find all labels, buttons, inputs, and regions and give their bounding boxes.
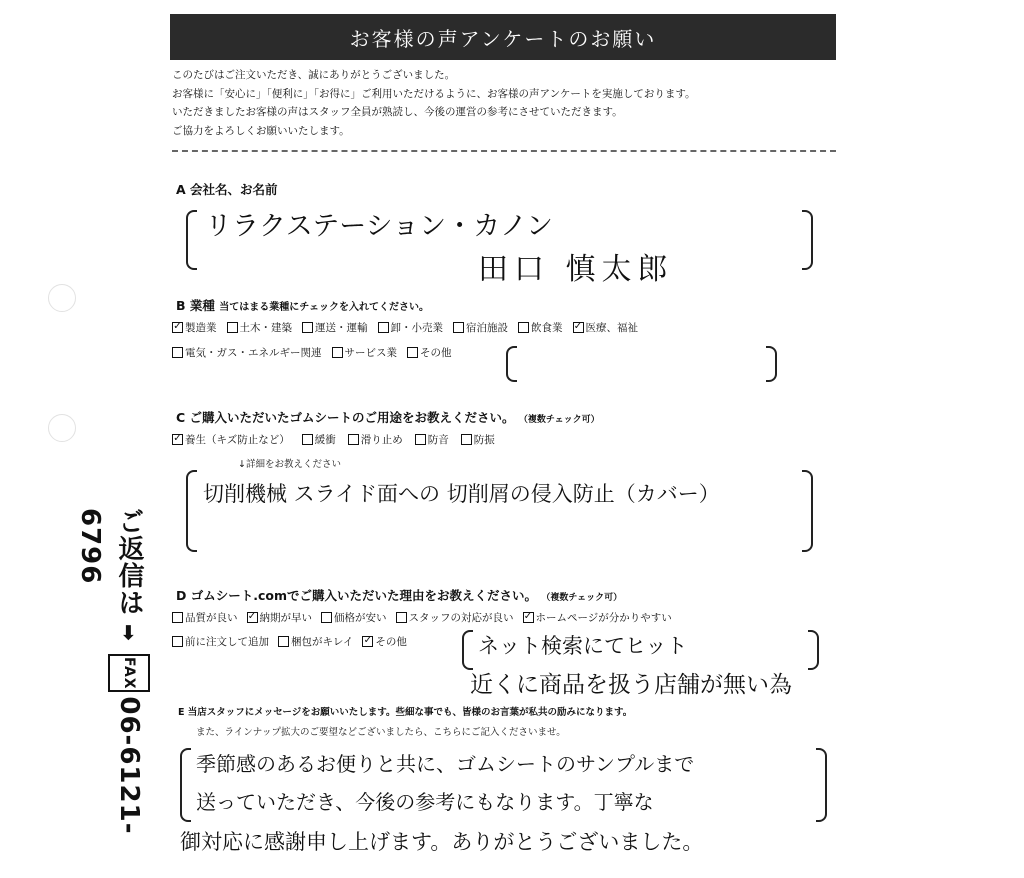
option-label: スタッフの対応が良い <box>408 612 514 624</box>
option-label: 製造業 <box>185 322 217 334</box>
checkbox[interactable] <box>415 434 426 445</box>
form-title: お客様の声アンケートのお願い <box>170 14 836 60</box>
industry-option[interactable] <box>332 345 398 360</box>
industry-option[interactable] <box>518 320 563 335</box>
option-label: 梱包がキレイ <box>291 636 354 648</box>
option-label: その他 <box>375 636 407 648</box>
checkbox[interactable] <box>321 612 332 623</box>
checkbox[interactable] <box>172 347 183 358</box>
option-label: 運送・運輸 <box>315 322 368 334</box>
section-b-title: B 業種 <box>176 298 215 313</box>
usage-option[interactable] <box>172 432 290 447</box>
option-label: 品質が良い <box>185 612 238 624</box>
industry-options-row2 <box>172 345 452 360</box>
usage-option[interactable] <box>415 432 449 447</box>
checkbox[interactable] <box>247 612 258 623</box>
option-label: 養生（キズ防止など） <box>185 434 290 446</box>
reason-option[interactable] <box>172 610 238 625</box>
checkbox[interactable] <box>378 322 389 333</box>
checkbox[interactable] <box>172 612 183 623</box>
reason-option[interactable] <box>362 634 407 649</box>
reason-option[interactable] <box>396 610 514 625</box>
fax-icon: FAX <box>108 654 150 693</box>
other-reason-answer-line2: 近くに商品を扱う店舗が無い為 <box>470 672 792 698</box>
bracket-right <box>802 210 813 270</box>
checkbox[interactable] <box>302 434 313 445</box>
usage-options <box>172 432 495 447</box>
checkbox[interactable] <box>453 322 464 333</box>
checkbox[interactable] <box>461 434 472 445</box>
checkbox[interactable] <box>523 612 534 623</box>
option-label: 滑り止め <box>360 434 403 446</box>
industry-option[interactable] <box>407 345 452 360</box>
intro-line: ご協力をよろしくお願いいたします。 <box>172 124 350 137</box>
punch-hole <box>48 414 76 442</box>
checkbox[interactable] <box>348 434 359 445</box>
usage-option[interactable] <box>461 432 495 447</box>
intro-line: お客様に「安心に」「便利に」「お得に」ご利用いただけるように、お客様の声アンケートを実施しております。 <box>172 87 696 100</box>
option-label: 防振 <box>473 434 495 446</box>
section-a-heading: A 会社名、お名前 <box>176 182 278 197</box>
reply-text: ご返信は <box>114 508 144 616</box>
industry-option[interactable] <box>453 320 508 335</box>
other-reason-answer-line1: ネット検索にてヒット <box>478 634 688 658</box>
option-label: 土木・建築 <box>239 322 292 334</box>
option-label: 医療、福祉 <box>585 322 638 334</box>
section-d-heading <box>176 586 622 604</box>
fax-number: 06-6121-6796 <box>75 508 144 835</box>
section-d-note: （複数チェック可） <box>541 593 623 603</box>
message-answer-line3: 御対応に感謝申し上げます。ありがとうございました。 <box>180 830 704 854</box>
option-label: 卸・小売業 <box>390 322 443 334</box>
section-c-heading <box>176 408 600 426</box>
industry-option[interactable] <box>227 320 293 335</box>
industry-option[interactable] <box>573 320 639 335</box>
punch-hole <box>48 284 76 312</box>
reason-option[interactable] <box>247 610 313 625</box>
section-c-note: （複数チェック可） <box>518 415 600 425</box>
intro-text <box>172 66 696 140</box>
fax-reply-sidebar <box>75 508 150 870</box>
section-e-heading: E 当店スタッフにメッセージをお願いいたします。些細な事でも、皆様のお言葉が私共の励みになります。 <box>178 707 633 718</box>
reason-option[interactable] <box>523 610 672 625</box>
bracket-left <box>180 748 191 822</box>
person-name-answer: 田口 慎太郎 <box>478 252 674 287</box>
reason-option[interactable] <box>172 634 269 649</box>
usage-option[interactable] <box>302 432 336 447</box>
usage-detail-answer: 切削機械 スライド面への 切削屑の侵入防止（カバー） <box>203 482 720 506</box>
bracket-left <box>462 630 473 670</box>
option-label: 納期が早い <box>259 612 312 624</box>
option-label: サービス業 <box>344 347 397 359</box>
divider <box>172 150 836 152</box>
company-name-answer: リラクステーション・カノン <box>205 211 554 242</box>
industry-option[interactable] <box>302 320 368 335</box>
message-answer-line2: 送っていただき、今後の参考にもなります。丁寧な <box>196 790 654 814</box>
intro-line: このたびはご注文いただき、誠にありがとうございました。 <box>172 69 456 81</box>
bracket-left <box>506 346 517 382</box>
bracket-right <box>766 346 777 382</box>
reason-option[interactable] <box>321 610 387 625</box>
checkbox[interactable] <box>362 636 373 647</box>
section-b-note: 当てはまる業種にチェックを入れてください。 <box>219 302 429 313</box>
checkbox[interactable] <box>396 612 407 623</box>
section-e-subheading: また、ラインナップ拡大のご要望などございましたら、こちらにご記入くださいませ。 <box>196 727 566 738</box>
bracket-left <box>186 210 197 270</box>
checkbox[interactable] <box>573 322 584 333</box>
checkbox[interactable] <box>332 347 343 358</box>
bracket-left <box>186 470 197 552</box>
bracket-right <box>802 470 813 552</box>
reason-options-row2 <box>172 634 407 649</box>
option-label: 価格が安い <box>334 612 387 624</box>
arrow-down-icon: ➡ <box>117 624 141 642</box>
intro-line: いただきましたお客様の声はスタッフ全員が熟読し、今後の運営の参考にさせていただきます。 <box>172 106 623 118</box>
industry-option[interactable] <box>172 345 322 360</box>
option-label: 電気・ガス・エネルギー関連 <box>185 347 322 359</box>
option-label: 防音 <box>427 434 449 446</box>
checkbox[interactable] <box>518 322 529 333</box>
checkbox[interactable] <box>302 322 313 333</box>
checkbox[interactable] <box>172 434 183 445</box>
section-d-title: D ゴムシート.comでご購入いただいた理由をお教えください。 <box>176 588 537 603</box>
checkbox[interactable] <box>172 322 183 333</box>
option-label: 宿泊施設 <box>466 322 508 334</box>
checkbox[interactable] <box>227 322 238 333</box>
message-answer-line1: 季節感のあるお便りと共に、ゴムシートのサンプルまで <box>196 752 695 776</box>
option-label: その他 <box>420 347 452 359</box>
checkbox[interactable] <box>278 636 289 647</box>
usage-option[interactable] <box>348 432 403 447</box>
industry-options-row1 <box>172 320 638 335</box>
checkbox[interactable] <box>407 347 418 358</box>
section-b-heading <box>176 296 429 314</box>
option-label: 緩衝 <box>314 434 336 446</box>
bracket-right <box>816 748 827 822</box>
option-label: ホームページが分かりやすい <box>535 612 672 624</box>
detail-prompt: ↓詳細をお教えください <box>238 459 341 470</box>
industry-option[interactable] <box>378 320 444 335</box>
checkbox[interactable] <box>172 636 183 647</box>
reason-options-row1 <box>172 610 672 625</box>
bracket-right <box>808 630 819 670</box>
option-label: 飲食業 <box>531 322 563 334</box>
option-label: 前に注文して追加 <box>185 636 269 648</box>
section-c-title: C ご購入いただいたゴムシートのご用途をお教えください。 <box>176 410 515 425</box>
reason-option[interactable] <box>278 634 353 649</box>
industry-option[interactable] <box>172 320 217 335</box>
